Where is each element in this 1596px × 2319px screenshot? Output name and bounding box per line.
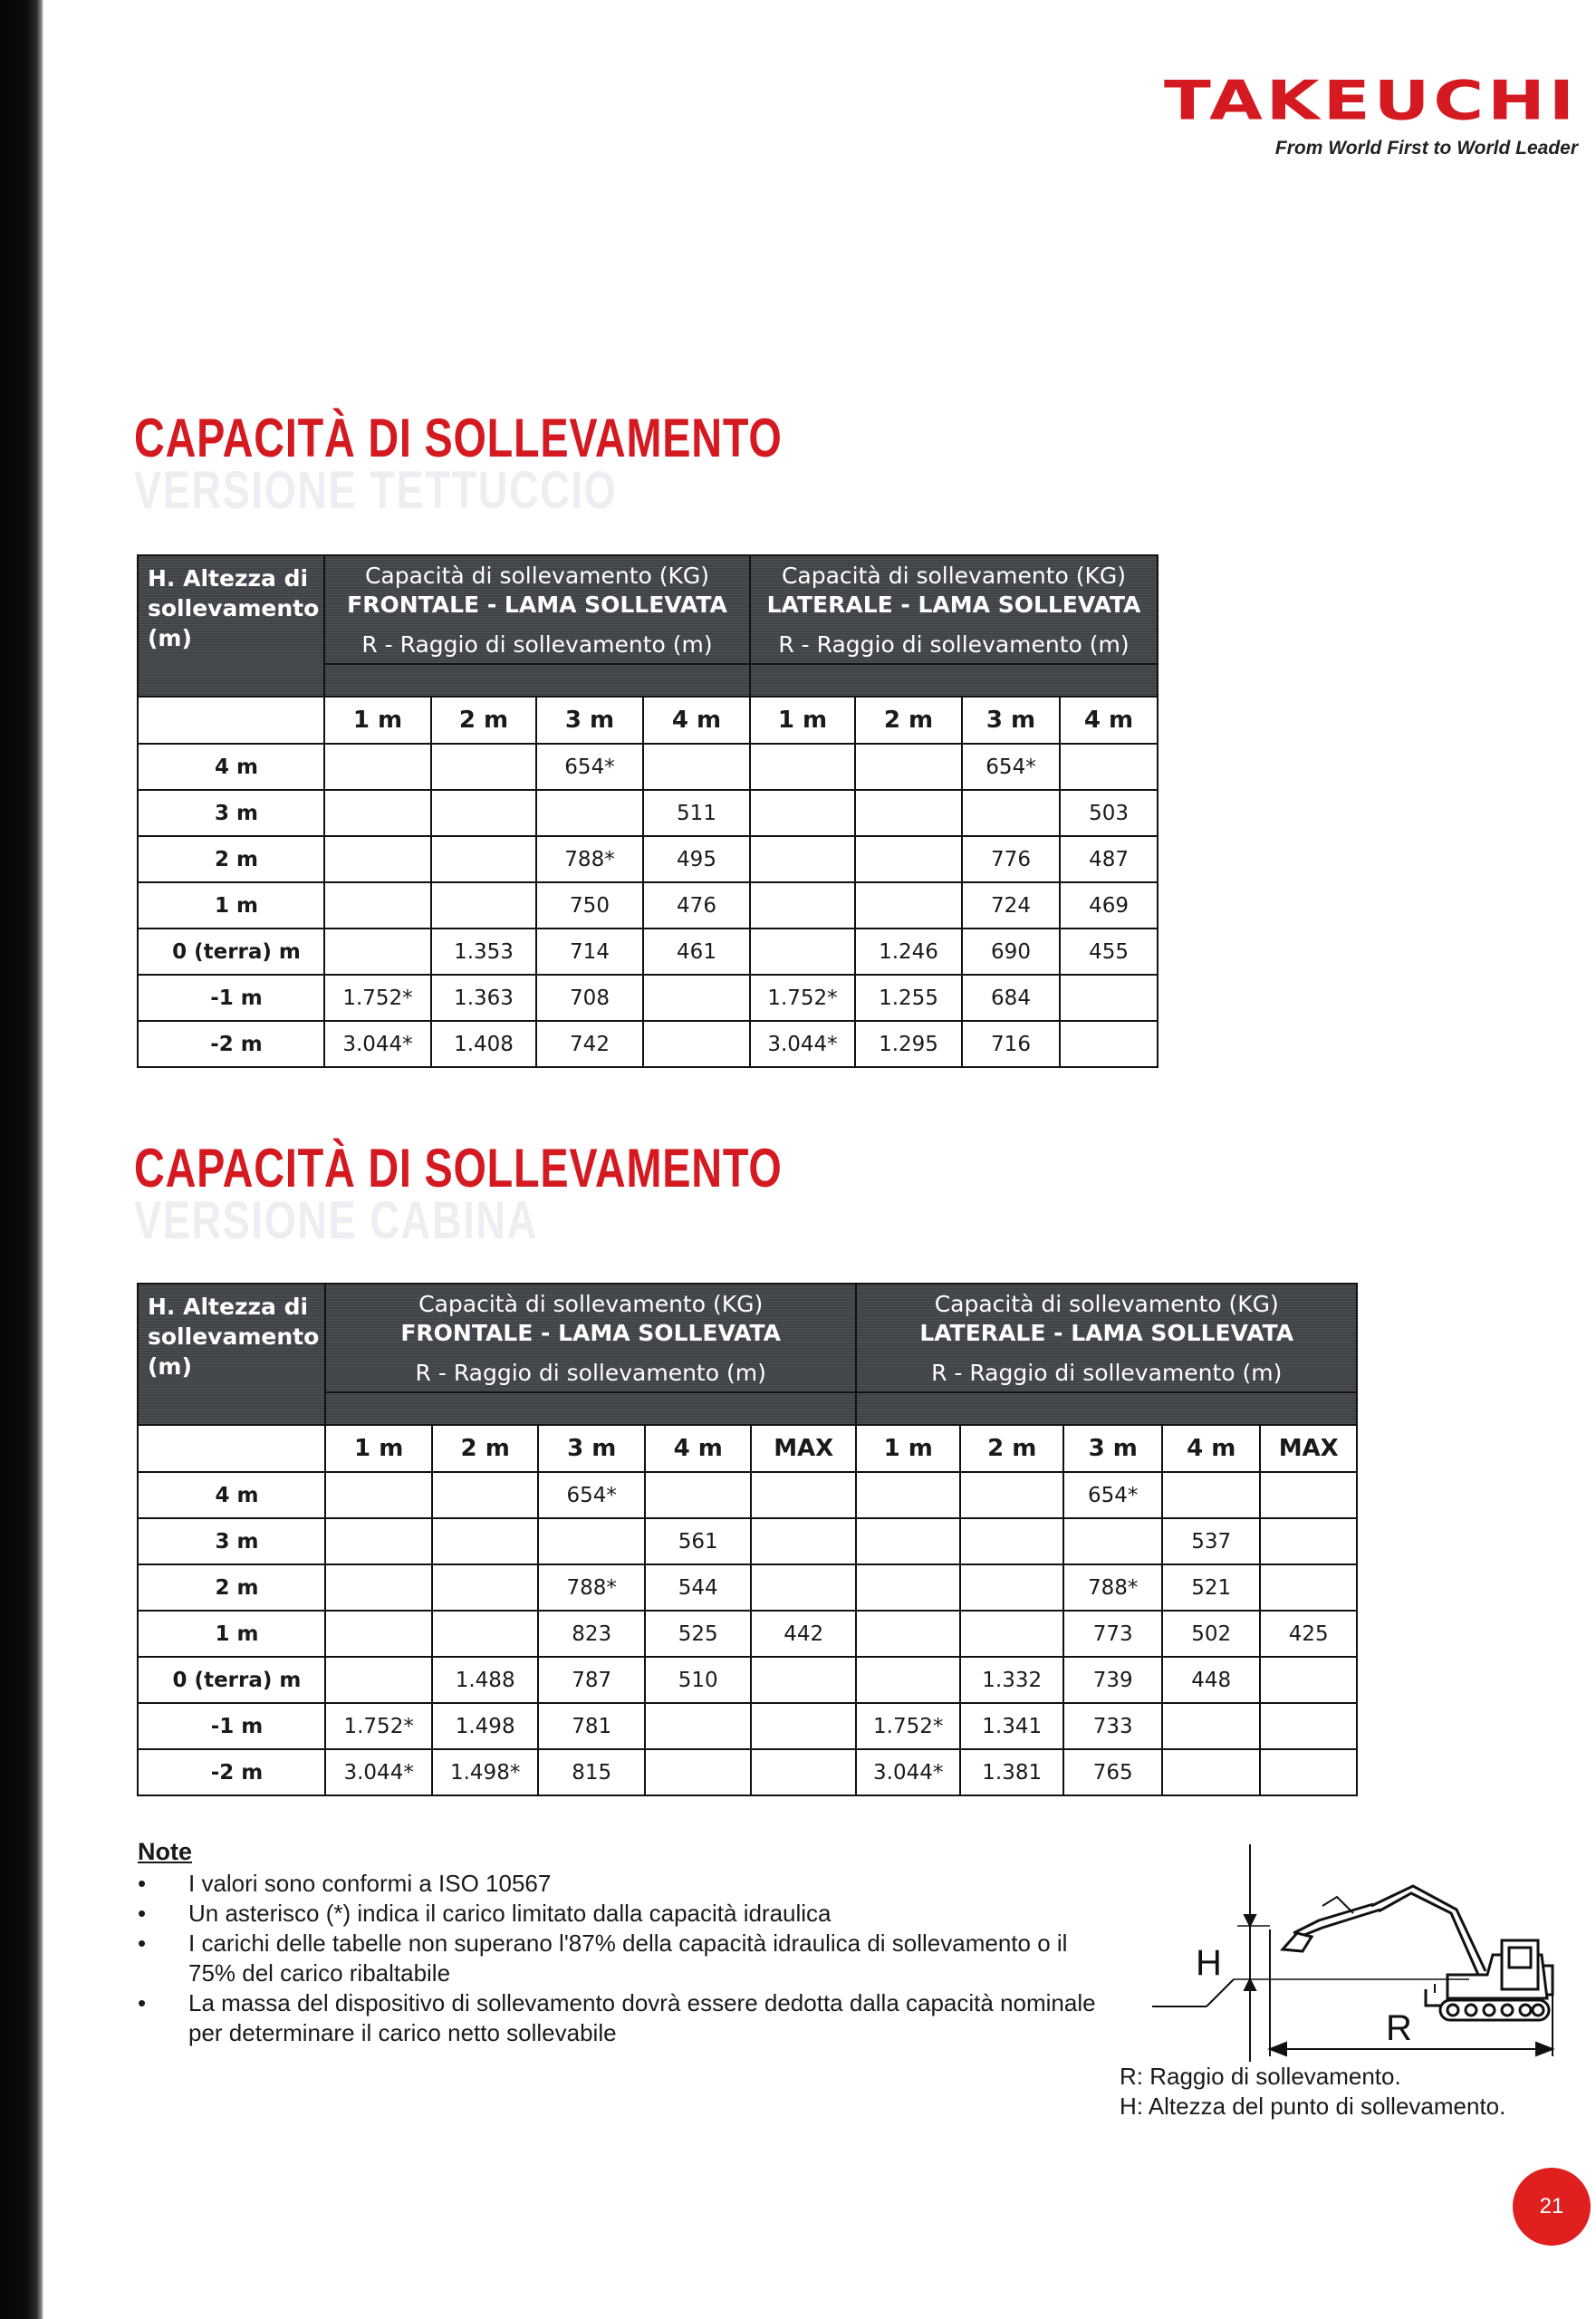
table-cell [324, 929, 431, 975]
table-cell [856, 1472, 960, 1518]
table-cell: 521 [1162, 1564, 1260, 1611]
table-cell: 654* [536, 744, 643, 790]
front-header-line2: FRONTALE - LAMA SOLLEVATA [347, 592, 727, 618]
table-cell [751, 1564, 857, 1611]
table-cell: 654* [1063, 1472, 1161, 1518]
column-header: 2 m [855, 697, 962, 744]
table-cell: 3.044* [856, 1749, 960, 1795]
brand-logo [1164, 69, 1578, 159]
table-cell: 1.341 [960, 1703, 1064, 1749]
row-label: 4 m [138, 744, 324, 790]
table-cell: 724 [962, 882, 1060, 929]
column-header: 1 m [325, 1425, 433, 1472]
column-header: MAX [1260, 1425, 1357, 1472]
table-cell [1260, 1657, 1357, 1703]
table-cell: 1.752* [324, 975, 431, 1021]
table-cell: 765 [1063, 1749, 1161, 1795]
table-cell [855, 790, 962, 836]
table-row [138, 929, 1158, 975]
section1-title: CAPACITÀ DI SOLLEVAMENTO [134, 408, 783, 468]
table-body [138, 1472, 1357, 1795]
binding-edge [0, 0, 43, 2319]
table-cell [324, 790, 431, 836]
front-header-line1: Capacità di sollevamento (KG) [418, 1291, 764, 1317]
table-cell: 750 [536, 882, 643, 929]
note-item: • I valori sono conformi a ISO 10567 [138, 1869, 1098, 1899]
front-header-line1: Capacità di sollevamento (KG) [364, 563, 710, 589]
column-header: 1 m [750, 697, 855, 744]
notes-title: Note [138, 1838, 192, 1865]
table-cell [960, 1518, 1064, 1564]
table-row [138, 790, 1158, 836]
corner-cell [138, 697, 324, 744]
excavator-diagram [1143, 1839, 1569, 2065]
diagram-legend [1120, 2062, 1505, 2122]
table-cell: 708 [536, 975, 643, 1021]
table-cell: 733 [1063, 1703, 1161, 1749]
side-header [750, 555, 1158, 664]
page-number: 21 [1513, 2168, 1591, 2246]
row-label: 3 m [138, 790, 324, 836]
table-cell [960, 1564, 1064, 1611]
column-header: 4 m [643, 697, 750, 744]
table-cell [751, 1749, 857, 1795]
table-cell [1060, 1021, 1158, 1067]
table-cell [325, 1472, 433, 1518]
row-label: -1 m [138, 975, 324, 1021]
table-cell [643, 975, 750, 1021]
table-cell: 788* [538, 1564, 646, 1611]
front-header [325, 1284, 857, 1392]
table-cell [960, 1611, 1064, 1657]
row-label: 2 m [138, 1564, 325, 1611]
table-cell: 487 [1060, 836, 1158, 882]
column-header: 1 m [856, 1425, 960, 1472]
table-cell [432, 1472, 538, 1518]
side-header-line1: Capacità di sollevamento (KG) [934, 1291, 1279, 1317]
table-cell [1260, 1703, 1357, 1749]
table-body [138, 744, 1158, 1067]
table-cell [855, 744, 962, 790]
table-cell: 510 [645, 1657, 751, 1703]
front-header [324, 555, 750, 664]
table-cell: 469 [1060, 882, 1158, 929]
row-label: 0 (terra) m [138, 929, 324, 975]
row-label: 2 m [138, 836, 324, 882]
table-cell [432, 1518, 538, 1564]
table-cell [431, 790, 536, 836]
front-header-radius: R - Raggio di sollevamento (m) [415, 1360, 766, 1386]
notes-list [138, 1869, 1098, 2048]
table-cell [856, 1564, 960, 1611]
table-cell [751, 1657, 857, 1703]
table-cell: 815 [538, 1749, 646, 1795]
table-cell [324, 882, 431, 929]
lifting-table-cab [137, 1283, 1358, 1796]
front-header-radius: R - Raggio di sollevamento (m) [361, 631, 713, 658]
table-cell [643, 1021, 750, 1067]
table-cell [750, 836, 855, 882]
column-header: 2 m [960, 1425, 1064, 1472]
table-cell: 714 [536, 929, 643, 975]
table-cell: 781 [538, 1703, 646, 1749]
table-cell: 3.044* [325, 1749, 433, 1795]
table-cell [645, 1703, 751, 1749]
table-cell: 1.295 [855, 1021, 962, 1067]
column-header: 4 m [1060, 697, 1158, 744]
table-row [138, 836, 1158, 882]
logo-wordmark: TAKEUCHI [1164, 69, 1578, 132]
table-cell: 716 [962, 1021, 1060, 1067]
column-header: 2 m [431, 697, 536, 744]
table-cell: 684 [962, 975, 1060, 1021]
column-header: 3 m [536, 697, 643, 744]
table-cell: 537 [1162, 1518, 1260, 1564]
table-cell [643, 744, 750, 790]
table-cell: 1.752* [750, 975, 855, 1021]
note-item: • La massa del dispositivo di sollevamento dovrà essere dedotta dalla capacità nominale per determinare il carico netto sollevabile [138, 1988, 1098, 2048]
column-header: 4 m [645, 1425, 751, 1472]
r-label: R [1386, 2008, 1412, 2048]
row-label: -1 m [138, 1703, 325, 1749]
front-header-line2: FRONTALE - LAMA SOLLEVATA [400, 1320, 782, 1346]
logo-tagline: From World First to World Leader [1274, 138, 1578, 159]
excavator-icon [1283, 1886, 1553, 2020]
table-cell: 461 [643, 929, 750, 975]
row-label: -2 m [138, 1749, 325, 1795]
table-cell: 3.044* [750, 1021, 855, 1067]
table-cell: 425 [1260, 1611, 1357, 1657]
table-cell: 1.246 [855, 929, 962, 975]
table-cell [751, 1518, 857, 1564]
front-header-spacer [324, 664, 750, 697]
table-cell [856, 1518, 960, 1564]
table-row [138, 882, 1158, 929]
height-header: H. Altezza di sollevamento (m) [138, 555, 324, 697]
table-cell: 1.381 [960, 1749, 1064, 1795]
table-cell: 502 [1162, 1611, 1260, 1657]
table-cell [538, 1518, 646, 1564]
table-cell [750, 929, 855, 975]
column-header: 3 m [962, 697, 1060, 744]
table-cell: 455 [1060, 929, 1158, 975]
table-cell [960, 1472, 1064, 1518]
column-header: MAX [751, 1425, 857, 1472]
table-cell: 1.498 [432, 1703, 538, 1749]
table-cell: 742 [536, 1021, 643, 1067]
table-cell [536, 790, 643, 836]
side-header-line2: LATERALE - LAMA SOLLEVATA [766, 592, 1141, 618]
table-cell [1060, 744, 1158, 790]
side-header-radius: R - Raggio di sollevamento (m) [778, 631, 1130, 658]
table-cell [1260, 1749, 1357, 1795]
side-header [856, 1284, 1357, 1392]
lifting-table-canopy [137, 554, 1159, 1068]
table-row [138, 1518, 1357, 1564]
row-label: 4 m [138, 1472, 325, 1518]
table-cell: 1.353 [431, 929, 536, 975]
table-cell [750, 790, 855, 836]
table-cell [325, 1657, 433, 1703]
table-cell: 1.498* [432, 1749, 538, 1795]
table-cell: 495 [643, 836, 750, 882]
table-cell [1060, 975, 1158, 1021]
table-cell [1260, 1518, 1357, 1564]
table-cell [431, 882, 536, 929]
table-cell: 448 [1162, 1657, 1260, 1703]
section2-subtitle: VERSIONE CABINA [134, 1191, 538, 1250]
table-cell [1162, 1472, 1260, 1518]
table-row [138, 1657, 1357, 1703]
row-label: 1 m [138, 1611, 325, 1657]
column-header: 4 m [1162, 1425, 1260, 1472]
table-cell [325, 1564, 433, 1611]
notes-block [138, 1837, 1098, 2048]
table-cell [856, 1657, 960, 1703]
table-cell [645, 1749, 751, 1795]
table-row [138, 1611, 1357, 1657]
table-cell: 503 [1060, 790, 1158, 836]
table-cell: 1.408 [431, 1021, 536, 1067]
h-label: H [1196, 1943, 1222, 1983]
table-cell [751, 1703, 857, 1749]
table-cell: 823 [538, 1611, 646, 1657]
side-header-spacer [750, 664, 1158, 697]
table-row [138, 1703, 1357, 1749]
column-header: 3 m [538, 1425, 646, 1472]
table-cell: 561 [645, 1518, 751, 1564]
table-cell: 654* [962, 744, 1060, 790]
table-cell: 1.255 [855, 975, 962, 1021]
table-cell: 3.044* [324, 1021, 431, 1067]
table-cell [1260, 1564, 1357, 1611]
table-cell: 442 [751, 1611, 857, 1657]
legend-h: H: Altezza del punto di sollevamento. [1120, 2093, 1506, 2120]
table-cell: 654* [538, 1472, 646, 1518]
row-label: 0 (terra) m [138, 1657, 325, 1703]
side-header-radius: R - Raggio di sollevamento (m) [931, 1360, 1283, 1386]
column-header: 1 m [324, 697, 431, 744]
table-cell [432, 1564, 538, 1611]
table-row [138, 1472, 1357, 1518]
table-cell [324, 744, 431, 790]
note-item: • I carichi delle tabelle non superano l'87% della capacità idraulica di sollevamento o il 75% del carico ribaltabile [138, 1929, 1098, 1988]
table-cell: 1.363 [431, 975, 536, 1021]
table-cell [855, 882, 962, 929]
table-cell: 476 [643, 882, 750, 929]
table-cell [962, 790, 1060, 836]
table-row [138, 744, 1158, 790]
table-cell: 773 [1063, 1611, 1161, 1657]
table-cell [431, 744, 536, 790]
table-cell [645, 1472, 751, 1518]
table-cell [750, 882, 855, 929]
table-cell: 690 [962, 929, 1060, 975]
table-cell [855, 836, 962, 882]
table-cell: 525 [645, 1611, 751, 1657]
table-cell [432, 1611, 538, 1657]
table-row [138, 975, 1158, 1021]
table-cell: 1.332 [960, 1657, 1064, 1703]
side-header-line2: LATERALE - LAMA SOLLEVATA [919, 1320, 1294, 1346]
section1-subtitle: VERSIONE TETTUCCIO [134, 461, 618, 520]
table-cell [856, 1611, 960, 1657]
row-label: 3 m [138, 1518, 325, 1564]
column-header: 3 m [1063, 1425, 1161, 1472]
table-cell [1063, 1518, 1161, 1564]
table-cell [325, 1611, 433, 1657]
legend-r: R: Raggio di sollevamento. [1120, 2063, 1401, 2090]
table-row [138, 1749, 1357, 1795]
table-cell [1162, 1703, 1260, 1749]
table-row [138, 1564, 1357, 1611]
table-cell [751, 1472, 857, 1518]
table-cell: 1.752* [856, 1703, 960, 1749]
section2-title: CAPACITÀ DI SOLLEVAMENTO [134, 1138, 783, 1198]
table-cell [1260, 1472, 1357, 1518]
table-cell [750, 744, 855, 790]
table-cell: 739 [1063, 1657, 1161, 1703]
table-cell: 544 [645, 1564, 751, 1611]
side-header-spacer [856, 1392, 1357, 1425]
table-cell [1162, 1749, 1260, 1795]
table-cell [325, 1518, 433, 1564]
table-cell: 1.488 [432, 1657, 538, 1703]
table-row [138, 1021, 1158, 1067]
row-label: -2 m [138, 1021, 324, 1067]
column-header: 2 m [432, 1425, 538, 1472]
table-cell [324, 836, 431, 882]
front-header-spacer [325, 1392, 857, 1425]
table-cell: 787 [538, 1657, 646, 1703]
corner-cell [138, 1425, 325, 1472]
table-cell: 788* [536, 836, 643, 882]
height-header: H. Altezza di sollevamento (m) [138, 1284, 325, 1425]
table-cell: 788* [1063, 1564, 1161, 1611]
table-cell: 1.752* [325, 1703, 433, 1749]
row-label: 1 m [138, 882, 324, 929]
note-item: • Un asterisco (*) indica il carico limitato dalla capacità idraulica [138, 1899, 1098, 1929]
table-cell: 776 [962, 836, 1060, 882]
side-header-line1: Capacità di sollevamento (KG) [781, 563, 1127, 589]
table-cell: 511 [643, 790, 750, 836]
table-cell [431, 836, 536, 882]
